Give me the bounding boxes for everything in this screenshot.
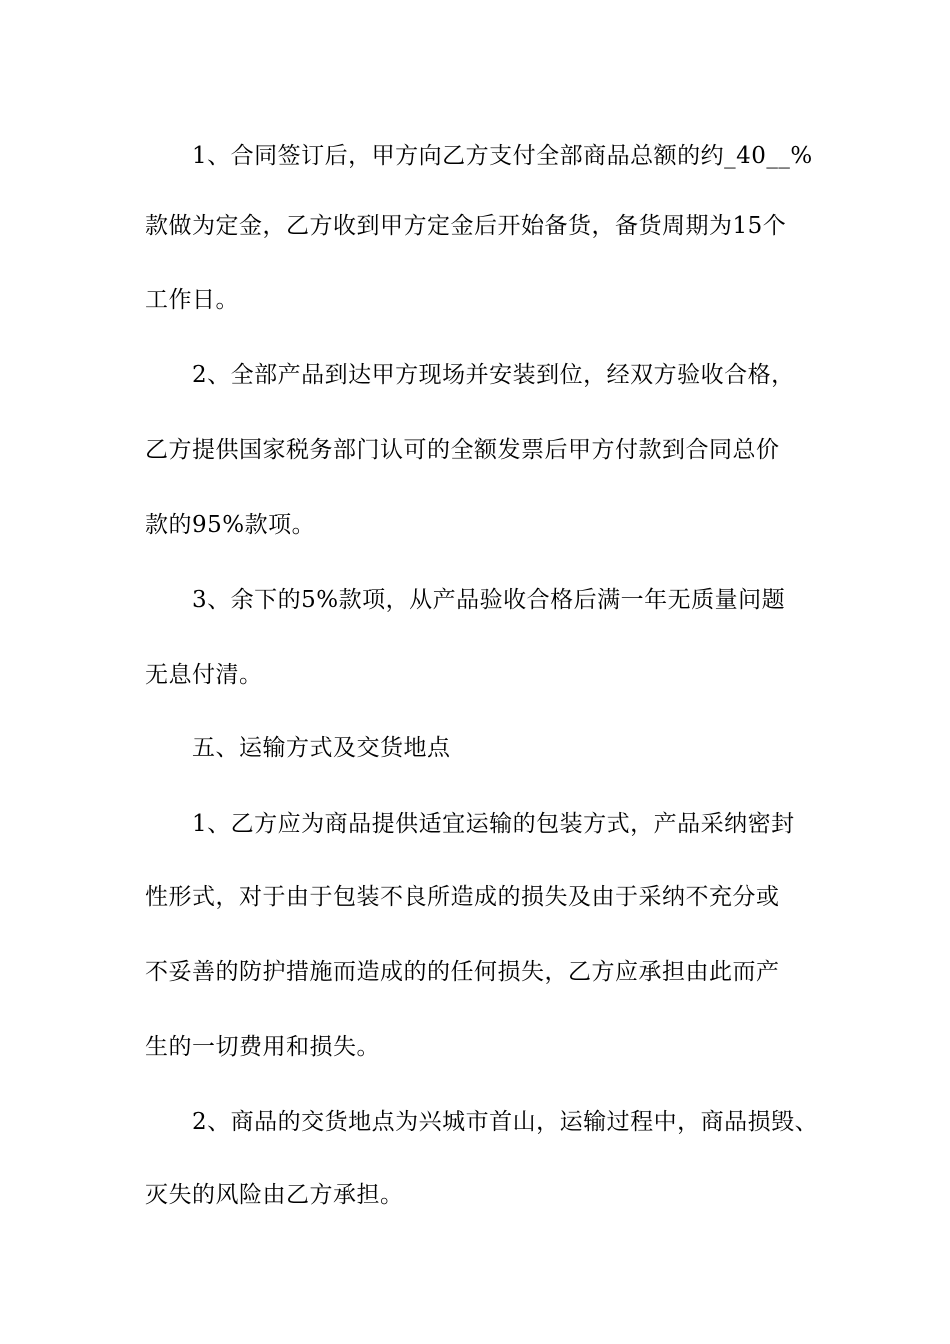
clause-5-1-line-2: 性形式，对于由于包装不良所造成的损失及由于采纳不充分或 <box>145 884 780 910</box>
clause-4-3-line-1: 3、余下的5%款项，从产品验收合格后满一年无质量问题 <box>192 587 786 613</box>
clause-5-1-line-3: 不妥善的防护措施而造成的的任何损失，乙方应承担由此而产 <box>145 959 780 985</box>
section-5-heading: 五、运输方式及交货地点 <box>192 735 451 761</box>
clause-4-2-line-3: 款的95%款项。 <box>145 512 316 538</box>
clause-4-1-line-3: 工作日。 <box>145 287 239 313</box>
clause-4-1-line-2: 款做为定金，乙方收到甲方定金后开始备货，备货周期为15个 <box>145 213 787 239</box>
clause-5-1-line-1: 1、乙方应为商品提供适宜运输的包装方式，产品采纳密封 <box>192 811 795 837</box>
clause-4-3-line-2: 无息付清。 <box>145 662 263 688</box>
clause-5-2-line-2: 灭失的风险由乙方承担。 <box>145 1182 404 1208</box>
clause-5-1-line-4: 生的一切费用和损失。 <box>145 1034 380 1060</box>
clause-4-2-line-1: 2、全部产品到达甲方现场并安装到位，经双方验收合格， <box>192 362 795 388</box>
clause-4-2-line-2: 乙方提供国家税务部门认可的全额发票后甲方付款到合同总价 <box>145 437 780 463</box>
clause-4-1-line-1: 1、合同签订后，甲方向乙方支付全部商品总额的约_40__% <box>192 143 813 169</box>
clause-5-2-line-1: 2、商品的交货地点为兴城市首山，运输过程中，商品损毁、 <box>192 1109 819 1135</box>
